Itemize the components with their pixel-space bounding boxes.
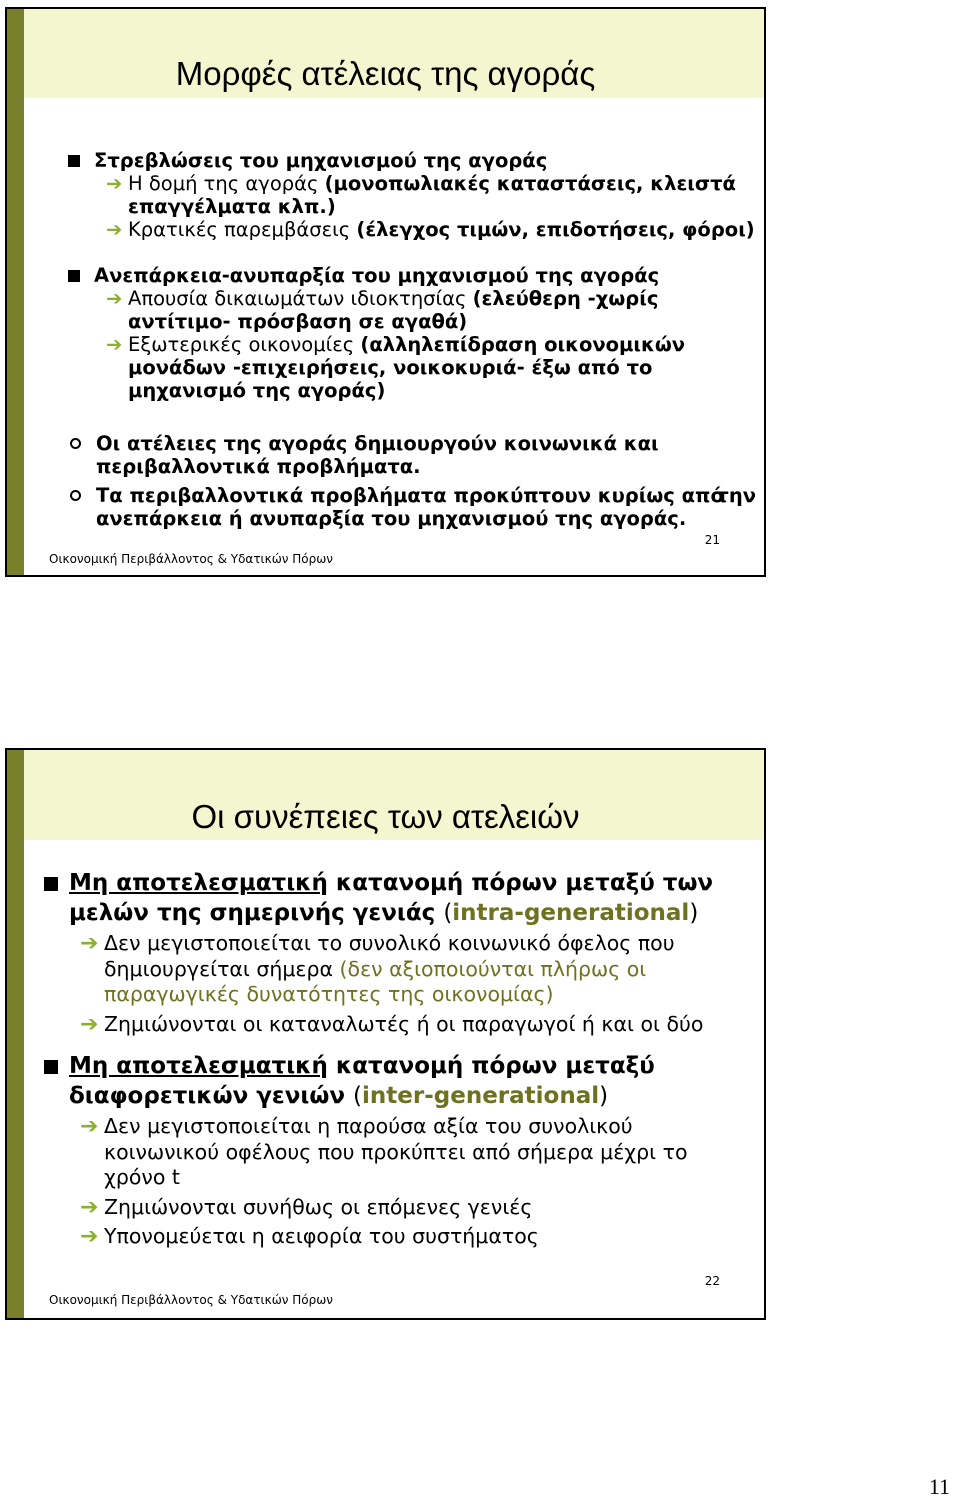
square-bullet-icon bbox=[44, 877, 58, 891]
bullet-intra-generational: Μη αποτελεσματική κατανομή πόρων μεταξύ των μελών της σημερινής γενιάς (intra-generational) bbox=[24, 868, 764, 928]
square-bullet-icon bbox=[44, 1060, 58, 1074]
slide-content bbox=[24, 868, 764, 1250]
right-arrow-icon: ➔ bbox=[80, 931, 99, 956]
right-arrow-icon: ➔ bbox=[80, 1224, 99, 1249]
ring-bullet-icon bbox=[70, 438, 81, 449]
sub-bullet-structure: ➔ Η δομή της αγοράς (μονοπωλιακές καταστάσεις, κλειστά επαγγέλματα κλπ.) bbox=[106, 172, 736, 218]
ring-bullet-consequences: Οι ατέλειες της αγοράς δημιουργούν κοινωνικά και περιβαλλοντικά προβλήματα. bbox=[24, 432, 764, 478]
sub-bullet-present-value: ➔ Δεν μεγιστοποιείται η παρούσα αξία του συνολικού κοινωνικού οφέλους που προκύπτει από σήμερα μέχρι το χρόνο t bbox=[80, 1114, 688, 1189]
slide-22 bbox=[5, 748, 766, 1320]
right-arrow-icon: ➔ bbox=[80, 1114, 99, 1139]
sub-bullet-social-benefit: ➔ Δεν μεγιστοποιείται το συνολικό κοινωνικό όφελος που δημιουργείται σήμερα (δεν αξιοποιούνται πλήρως οι παραγωγικές δυνατότητες της οικονομίας) bbox=[80, 931, 675, 1006]
slide-footer: Οικονομική Περιβάλλοντος & Υδατικών Πόρων bbox=[49, 1293, 333, 1307]
right-arrow-icon: ➔ bbox=[106, 333, 123, 356]
ring-bullet-environmental: Τα περιβαλλοντικά προβλήματα προκύπτουν κυρίως από την ανεπάρκεια ή ανυπαρξία του μηχανισμού της αγοράς. bbox=[24, 484, 764, 530]
slide-footer: Οικονομική Περιβάλλοντος & Υδατικών Πόρων bbox=[49, 552, 333, 566]
slide-title: Οι συνέπειες των ατελειών bbox=[191, 798, 580, 835]
right-arrow-icon: ➔ bbox=[106, 172, 123, 195]
square-bullet-icon bbox=[68, 155, 80, 167]
page-number: 11 bbox=[928, 1474, 950, 1499]
bullet-insufficiency: Ανεπάρκεια-ανυπαρξία του μηχανισμού της αγοράς bbox=[24, 264, 764, 287]
slide-content bbox=[24, 149, 764, 530]
slide-number: 22 bbox=[704, 1274, 720, 1288]
slide-number: 21 bbox=[704, 533, 720, 547]
bullet-distortions: Στρεβλώσεις του μηχανισμού της αγοράς bbox=[24, 149, 764, 172]
sub-bullet-interventions: ➔ Κρατικές παρεμβάσεις (έλεγχος τιμών, επιδοτήσεις, φόροι) bbox=[106, 218, 755, 241]
slide-21 bbox=[5, 7, 766, 577]
ring-bullet-icon bbox=[70, 490, 81, 501]
right-arrow-icon: ➔ bbox=[80, 1194, 99, 1220]
square-bullet-icon bbox=[68, 270, 80, 282]
slide-title: Μορφές ατέλειας της αγοράς bbox=[175, 55, 596, 92]
sub-bullet-property-rights: ➔ Απουσία δικαιωμάτων ιδιοκτησίας (ελεύθερη -χωρίς αντίτιμο- πρόσβαση σε αγαθά) bbox=[106, 287, 659, 333]
sub-bullet-sustainability: ➔ Υπονομεύεται η αειφορία του συστήματος bbox=[80, 1224, 539, 1249]
right-arrow-icon: ➔ bbox=[80, 1011, 99, 1037]
sub-bullet-consumers-producers: ➔ Ζημιώνονται οι καταναλωτές ή οι παραγωγοί ή και οι δύο bbox=[80, 1011, 704, 1037]
right-arrow-icon: ➔ bbox=[106, 218, 123, 241]
bullet-inter-generational: Μη αποτελεσματική κατανομή πόρων μεταξύ διαφορετικών γενιών (inter-generational) bbox=[24, 1051, 764, 1111]
right-arrow-icon: ➔ bbox=[106, 287, 123, 310]
sub-bullet-externalities: ➔ Εξωτερικές οικονομίες (αλληλεπίδραση οικονομικών μονάδων -επιχειρήσεις, νοικοκυριά- έξω από το μηχανισμό της αγοράς) bbox=[106, 333, 686, 402]
sub-bullet-future-generations: ➔ Ζημιώνονται συνήθως οι επόμενες γενιές bbox=[80, 1194, 533, 1220]
